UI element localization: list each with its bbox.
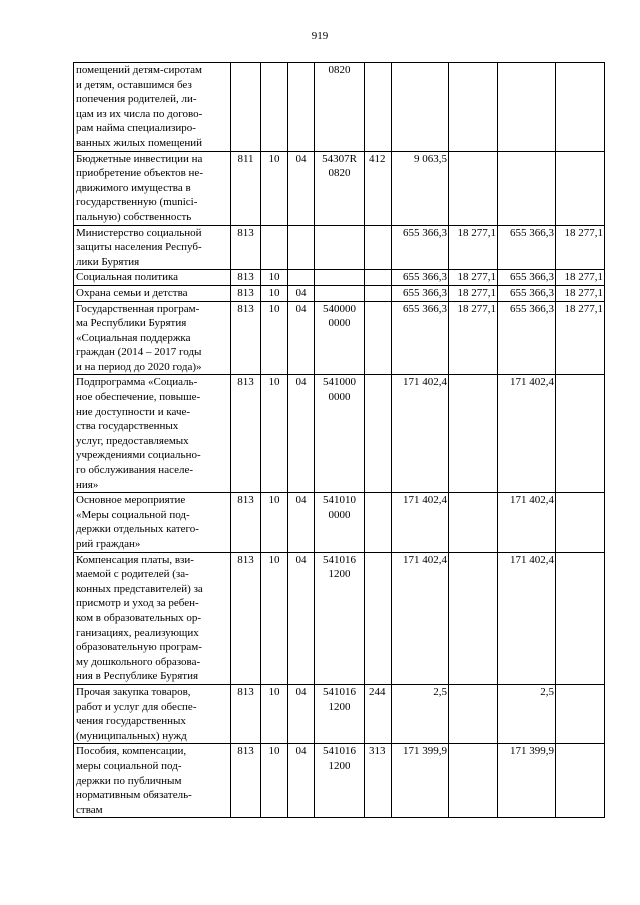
name-cell-line: граждан (2014 – 2017 годы bbox=[76, 346, 202, 359]
name-cell bbox=[74, 493, 231, 552]
name-cell-line: Основное мероприятие bbox=[76, 494, 186, 507]
sum-2018-cell: 171 402,4 bbox=[498, 375, 556, 493]
table-row bbox=[74, 270, 605, 286]
csr-cell bbox=[315, 225, 365, 270]
sum-2017-federal-cell bbox=[449, 684, 498, 743]
sum-2018-federal-cell bbox=[556, 684, 605, 743]
sum-2017-federal-cell bbox=[449, 552, 498, 684]
csr-cell-line: 0000 bbox=[328, 508, 351, 521]
name-cell-line: цам из их числа по догово- bbox=[76, 107, 203, 120]
rz-cell: 10 bbox=[261, 684, 288, 743]
sum-2018-cell: 2,5 bbox=[498, 684, 556, 743]
name-cell bbox=[74, 270, 231, 286]
table-row bbox=[74, 375, 605, 493]
sum-2017-cell: 171 402,4 bbox=[392, 552, 449, 684]
vr-cell bbox=[365, 63, 392, 152]
vr-cell bbox=[365, 301, 392, 375]
sum-2017-cell: 2,5 bbox=[392, 684, 449, 743]
name-cell-line: Прочая закупка товаров, bbox=[76, 685, 191, 698]
pr-cell: 04 bbox=[288, 493, 315, 552]
ved-cell: 813 bbox=[231, 270, 261, 286]
table-row bbox=[74, 63, 605, 152]
sum-2018-cell: 171 399,9 bbox=[498, 744, 556, 818]
ved-cell: 813 bbox=[231, 301, 261, 375]
table-body bbox=[74, 63, 605, 818]
table-row bbox=[74, 285, 605, 301]
name-cell-line: ние доступности и каче- bbox=[76, 405, 191, 418]
csr-cell bbox=[315, 285, 365, 301]
name-cell-line: помещений детям-сиротам bbox=[76, 64, 203, 76]
sum-2018-federal-cell: 18 277,1 bbox=[556, 225, 605, 270]
name-cell-line: маемой с родителей (за- bbox=[76, 568, 189, 581]
csr-cell-line: 541000 bbox=[323, 376, 356, 389]
sum-2018-federal-cell bbox=[556, 552, 605, 684]
vr-cell bbox=[365, 225, 392, 270]
table-row bbox=[74, 225, 605, 270]
csr-cell bbox=[315, 151, 365, 225]
name-cell-line: ма Республики Бурятия bbox=[76, 317, 187, 330]
name-cell-line: ствам bbox=[76, 803, 103, 816]
name-cell-line: конных представителей) за bbox=[76, 582, 203, 595]
name-cell bbox=[74, 375, 231, 493]
rz-cell: 10 bbox=[261, 270, 288, 286]
ved-cell: 813 bbox=[231, 375, 261, 493]
sum-2017-federal-cell: 18 277,1 bbox=[449, 225, 498, 270]
sum-2018-federal-cell bbox=[556, 63, 605, 152]
csr-cell-line: 54307R bbox=[322, 152, 357, 165]
name-cell bbox=[74, 301, 231, 375]
sum-2018-cell: 171 402,4 bbox=[498, 552, 556, 684]
sum-2017-cell: 655 366,3 bbox=[392, 225, 449, 270]
table-row bbox=[74, 552, 605, 684]
name-cell-line: ния в Республике Бурятия bbox=[76, 670, 199, 683]
csr-cell bbox=[315, 493, 365, 552]
pr-cell bbox=[288, 225, 315, 270]
sum-2018-cell: 655 366,3 bbox=[498, 225, 556, 270]
sum-2017-cell: 655 366,3 bbox=[392, 301, 449, 375]
name-cell-line: услуг, предоставляемых bbox=[76, 434, 189, 447]
name-cell-line: рий граждан» bbox=[76, 538, 141, 550]
sum-2018-cell: 655 366,3 bbox=[498, 285, 556, 301]
pr-cell: 04 bbox=[288, 744, 315, 818]
name-cell-line: работ и услуг для обеспе- bbox=[76, 700, 197, 713]
rz-cell: 10 bbox=[261, 493, 288, 552]
name-cell-line: государственную (munici- bbox=[76, 196, 198, 209]
name-cell-line: Министерство социальной bbox=[76, 226, 202, 239]
sum-2018-federal-cell bbox=[556, 375, 605, 493]
vr-cell bbox=[365, 493, 392, 552]
rz-cell: 10 bbox=[261, 552, 288, 684]
ved-cell: 813 bbox=[231, 744, 261, 818]
sum-2017-cell: 171 402,4 bbox=[392, 493, 449, 552]
rz-cell bbox=[261, 63, 288, 152]
sum-2017-federal-cell bbox=[449, 493, 498, 552]
csr-cell bbox=[315, 270, 365, 286]
ved-cell: 813 bbox=[231, 225, 261, 270]
name-cell bbox=[74, 744, 231, 818]
name-cell-line: Социальная политика bbox=[76, 271, 179, 284]
name-cell-line: приобретение объектов не- bbox=[76, 167, 203, 180]
csr-cell bbox=[315, 63, 365, 152]
page-number: 919 bbox=[311, 30, 329, 42]
pr-cell: 04 bbox=[288, 552, 315, 684]
name-cell-line: образовательную програм- bbox=[76, 641, 202, 654]
sum-2017-federal-cell bbox=[449, 375, 498, 493]
name-cell-line: Подпрограмма «Социаль- bbox=[76, 376, 198, 389]
name-cell-line: ком в образовательных ор- bbox=[76, 611, 202, 624]
name-cell-line: присмотр и уход за ребен- bbox=[76, 597, 199, 610]
name-cell-line: го обслуживания населе- bbox=[76, 464, 194, 477]
sum-2018-cell bbox=[498, 63, 556, 152]
name-cell-line: ства государственных bbox=[76, 420, 179, 433]
pr-cell bbox=[288, 270, 315, 286]
csr-cell bbox=[315, 301, 365, 375]
sum-2017-federal-cell bbox=[449, 744, 498, 818]
csr-cell-line: 0000 bbox=[328, 391, 351, 404]
vr-cell: 313 bbox=[365, 744, 392, 818]
sum-2018-cell: 171 402,4 bbox=[498, 493, 556, 552]
name-cell bbox=[74, 684, 231, 743]
name-cell-line: учреждениями социально- bbox=[76, 449, 201, 462]
sum-2018-federal-cell bbox=[556, 744, 605, 818]
ved-cell: 813 bbox=[231, 684, 261, 743]
name-cell-line: защиты населения Респуб- bbox=[76, 241, 202, 254]
name-cell bbox=[74, 225, 231, 270]
sum-2017-federal-cell: 18 277,1 bbox=[449, 270, 498, 286]
csr-cell-line: 1200 bbox=[328, 700, 351, 713]
pr-cell: 04 bbox=[288, 301, 315, 375]
ved-cell: 813 bbox=[231, 493, 261, 552]
sum-2018-cell: 655 366,3 bbox=[498, 301, 556, 375]
sum-2017-cell: 655 366,3 bbox=[392, 270, 449, 286]
sum-2017-cell: 655 366,3 bbox=[392, 285, 449, 301]
name-cell-line: нормативным обязатель- bbox=[76, 789, 192, 802]
name-cell-line: лики Бурятия bbox=[76, 255, 140, 268]
name-cell-line: «Меры социальной под- bbox=[76, 508, 190, 521]
name-cell-line: «Социальная поддержка bbox=[76, 331, 191, 344]
rz-cell bbox=[261, 225, 288, 270]
ved-cell: 813 bbox=[231, 552, 261, 684]
ved-cell bbox=[231, 63, 261, 152]
vr-cell: 244 bbox=[365, 684, 392, 743]
name-cell-line: меры социальной под- bbox=[76, 759, 182, 772]
name-cell bbox=[74, 285, 231, 301]
name-cell-line: Государственная програм- bbox=[76, 302, 200, 315]
budget-table bbox=[73, 62, 605, 818]
csr-cell-line: 541016 bbox=[323, 553, 356, 566]
csr-cell bbox=[315, 552, 365, 684]
pr-cell: 04 bbox=[288, 375, 315, 493]
csr-cell-line: 1200 bbox=[328, 759, 351, 772]
name-cell bbox=[74, 151, 231, 225]
sum-2017-cell: 171 402,4 bbox=[392, 375, 449, 493]
vr-cell bbox=[365, 285, 392, 301]
vr-cell: 412 bbox=[365, 151, 392, 225]
csr-cell-line: 0820 bbox=[328, 64, 351, 76]
ved-cell: 811 bbox=[231, 151, 261, 225]
ved-cell: 813 bbox=[231, 285, 261, 301]
name-cell-line: движимого имущества в bbox=[76, 181, 191, 194]
name-cell-line: ганизациях, реализующих bbox=[76, 626, 199, 639]
table-row bbox=[74, 151, 605, 225]
sum-2018-federal-cell bbox=[556, 151, 605, 225]
sum-2018-federal-cell: 18 277,1 bbox=[556, 301, 605, 375]
csr-cell-line: 541016 bbox=[323, 685, 356, 698]
name-cell-line: му дошкольного образова- bbox=[76, 655, 201, 668]
csr-cell-line: 1200 bbox=[328, 568, 351, 581]
rz-cell: 10 bbox=[261, 375, 288, 493]
name-cell-line: ное обеспечение, повыше- bbox=[76, 391, 201, 404]
csr-cell-line: 0820 bbox=[328, 167, 351, 180]
sum-2017-federal-cell: 18 277,1 bbox=[449, 285, 498, 301]
csr-cell-line: 541010 bbox=[323, 494, 356, 507]
csr-cell bbox=[315, 684, 365, 743]
sum-2018-federal-cell: 18 277,1 bbox=[556, 285, 605, 301]
vr-cell bbox=[365, 270, 392, 286]
name-cell-line: и на период до 2020 года)» bbox=[76, 360, 202, 373]
pr-cell: 04 bbox=[288, 285, 315, 301]
name-cell-line: рам найма специализиро- bbox=[76, 122, 196, 135]
rz-cell: 10 bbox=[261, 285, 288, 301]
table-row bbox=[74, 301, 605, 375]
name-cell-line: Охрана семьи и детства bbox=[76, 286, 188, 299]
name-cell-line: пальную) собственность bbox=[76, 210, 192, 223]
pr-cell bbox=[288, 63, 315, 152]
rz-cell: 10 bbox=[261, 744, 288, 818]
rz-cell: 10 bbox=[261, 301, 288, 375]
csr-cell bbox=[315, 375, 365, 493]
name-cell-line: держки по публичным bbox=[76, 774, 182, 787]
name-cell-line: и детям, оставшимся без bbox=[76, 78, 192, 91]
name-cell-line: попечения родителей, ли- bbox=[76, 93, 197, 106]
sum-2018-cell bbox=[498, 151, 556, 225]
vr-cell bbox=[365, 375, 392, 493]
csr-cell-line: 0000 bbox=[328, 317, 351, 330]
rz-cell: 10 bbox=[261, 151, 288, 225]
sum-2017-cell: 9 063,5 bbox=[392, 151, 449, 225]
name-cell bbox=[74, 552, 231, 684]
sum-2017-cell: 171 399,9 bbox=[392, 744, 449, 818]
name-cell-line: Компенсация платы, взи- bbox=[76, 553, 194, 566]
table-row bbox=[74, 684, 605, 743]
vr-cell bbox=[365, 552, 392, 684]
name-cell-line: Бюджетные инвестиции на bbox=[76, 152, 203, 165]
pr-cell: 04 bbox=[288, 151, 315, 225]
sum-2017-federal-cell bbox=[449, 151, 498, 225]
csr-cell-line: 540000 bbox=[323, 302, 356, 315]
sum-2017-cell bbox=[392, 63, 449, 152]
name-cell-line: ванных жилых помещений bbox=[76, 136, 202, 149]
csr-cell-line: 541016 bbox=[323, 745, 356, 758]
name-cell bbox=[74, 63, 231, 152]
sum-2018-federal-cell bbox=[556, 493, 605, 552]
name-cell-line: чения государственных bbox=[76, 715, 186, 728]
name-cell-line: Пособия, компенсации, bbox=[76, 745, 187, 758]
table-row bbox=[74, 744, 605, 818]
sum-2017-federal-cell bbox=[449, 63, 498, 152]
csr-cell bbox=[315, 744, 365, 818]
name-cell-line: ния» bbox=[76, 478, 99, 491]
pr-cell: 04 bbox=[288, 684, 315, 743]
sum-2018-cell: 655 366,3 bbox=[498, 270, 556, 286]
sum-2017-federal-cell: 18 277,1 bbox=[449, 301, 498, 375]
sum-2018-federal-cell: 18 277,1 bbox=[556, 270, 605, 286]
name-cell-line: (муниципальных) нужд bbox=[76, 729, 187, 742]
table-row bbox=[74, 493, 605, 552]
name-cell-line: держки отдельных катего- bbox=[76, 523, 199, 536]
